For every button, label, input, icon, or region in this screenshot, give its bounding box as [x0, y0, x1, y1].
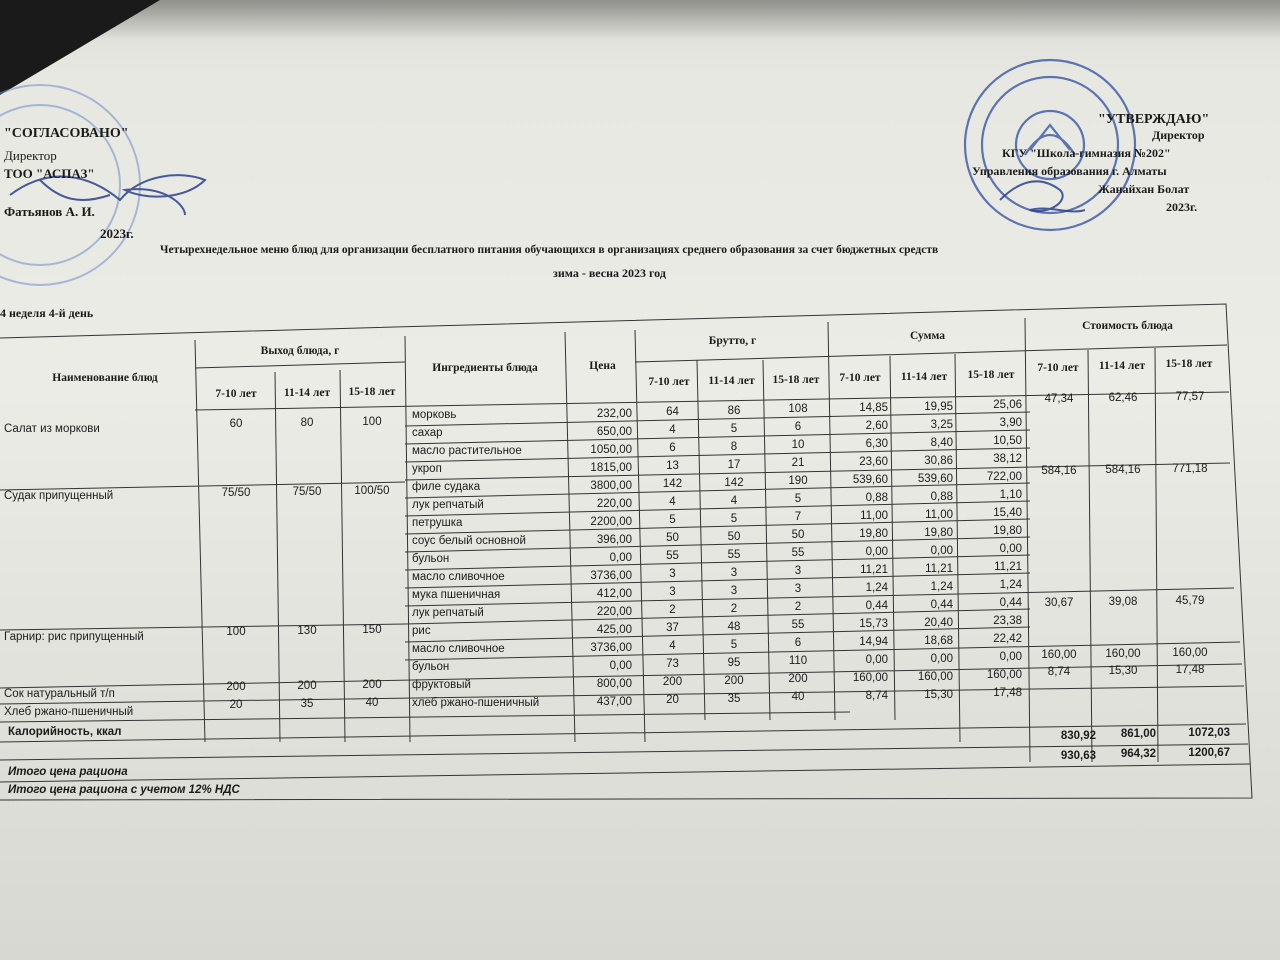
ingredient-sum-2: 8,40 — [930, 436, 953, 449]
dish-name: Сок натуральный т/п — [4, 688, 115, 700]
ingredient-name: масло растительное — [412, 445, 522, 457]
ingredient-name: масло сливочное — [412, 571, 505, 583]
ingredient-name: масло сливочное — [412, 643, 505, 655]
header-output: Выход блюда, г — [260, 345, 340, 357]
header-brutto: Брутто, г — [708, 335, 757, 347]
ingredient-brutto-3: 190 — [788, 475, 808, 488]
dish-cost-1: 160,00 — [1041, 649, 1077, 661]
ingredient-brutto-1: 2 — [669, 604, 676, 617]
ingredient-sum-1: 8,74 — [865, 690, 888, 702]
ingredient-sum-3: 160,00 — [986, 669, 1022, 682]
total-row1-3: 1072,03 — [1188, 727, 1230, 739]
approval-right-org: КГУ "Школа-гимназия №202" — [1002, 146, 1171, 160]
ingredient-brutto-2: 95 — [727, 656, 741, 669]
ingredient-brutto-3: 55 — [791, 619, 805, 632]
dish-cost-2: 62,46 — [1108, 392, 1138, 404]
week-day-label: 4 неделя 4-й день — [0, 306, 94, 320]
ingredient-sum-3: 19,80 — [993, 525, 1022, 538]
ingredient-sum-2: 0,00 — [930, 544, 953, 557]
ingredient-name: рис — [412, 625, 431, 637]
ingredient-price: 1050,00 — [590, 443, 632, 456]
ingredient-sum-1: 0,00 — [865, 654, 888, 666]
ingredient-brutto-3: 55 — [791, 547, 805, 560]
ingredient-brutto-3: 6 — [794, 421, 802, 434]
approval-left-position: Директор — [4, 148, 57, 163]
ingredient-brutto-3: 40 — [791, 691, 805, 704]
header-brutto-age-2: 11-14 лет — [708, 375, 755, 387]
dish-output-2: 35 — [300, 698, 314, 710]
approval-left-person: Фатьянов А. И. — [4, 204, 95, 219]
dish-output-3: 150 — [362, 624, 382, 636]
dish-name: Гарнир: рис припущенный — [4, 631, 144, 643]
dish-cost-3: 160,00 — [1172, 647, 1208, 659]
dish-name: Хлеб ржано-пшеничный — [4, 706, 134, 718]
header-brutto-age-1: 7-10 лет — [648, 376, 690, 388]
ingredient-brutto-1: 50 — [666, 532, 679, 545]
header-dish-name: Наименование блюд — [52, 372, 158, 384]
ingredient-sum-2: 0,00 — [930, 652, 953, 665]
ingredient-price: 650,00 — [596, 425, 632, 438]
ingredient-brutto-2: 5 — [730, 422, 738, 435]
ingredient-sum-3: 0,00 — [999, 651, 1022, 664]
dish-cost-3: 771,18 — [1172, 463, 1208, 475]
ingredient-sum-1: 0,88 — [865, 492, 888, 504]
ingredient-brutto-3: 200 — [788, 673, 808, 686]
ingredient-sum-2: 30,86 — [924, 454, 953, 467]
ingredient-sum-1: 1,24 — [865, 582, 888, 594]
ingredient-name: филе судака — [412, 481, 481, 493]
ingredient-brutto-1: 3 — [669, 586, 676, 599]
ingredient-brutto-2: 86 — [727, 404, 741, 417]
dish-output-1: 60 — [229, 418, 243, 430]
dish-output-3: 200 — [362, 679, 382, 691]
ingredient-sum-1: 15,73 — [859, 618, 888, 630]
dish-output-2: 80 — [300, 417, 314, 429]
header-ingredients: Ингредиенты блюда — [432, 362, 538, 374]
ingredient-brutto-1: 20 — [666, 694, 679, 707]
header-output-age-3: 15-18 лет — [348, 386, 396, 398]
ingredient-price: 3800,00 — [590, 479, 632, 492]
total-price-vat-label: Итого цена рациона с учетом 12% НДС — [8, 784, 240, 796]
ingredient-brutto-1: 200 — [662, 676, 683, 689]
right-stamp — [965, 60, 1135, 230]
total-row2-3: 1200,67 — [1188, 747, 1230, 759]
ingredient-price: 3736,00 — [590, 569, 632, 582]
ingredient-brutto-2: 4 — [730, 494, 738, 507]
right-signature — [1000, 181, 1085, 211]
dish-output-3: 100 — [362, 416, 382, 428]
approval-right-date: 2023г. — [1166, 200, 1198, 214]
header-output-age-1: 7-10 лет — [215, 388, 257, 400]
dish-output-1: 200 — [226, 681, 246, 693]
ingredient-brutto-2: 2 — [730, 602, 738, 615]
dish-cost-2: 584,16 — [1105, 464, 1141, 476]
ingredient-sum-3: 1,24 — [999, 579, 1022, 592]
total-row2-1: 930,63 — [1060, 750, 1096, 762]
ingredient-price: 232,00 — [596, 407, 632, 420]
ingredient-brutto-1: 142 — [662, 478, 683, 491]
dish-output-2: 130 — [297, 625, 317, 637]
ingredient-name: сахар — [412, 427, 443, 439]
dish-cost-1: 8,74 — [1047, 666, 1071, 678]
ingredient-brutto-2: 55 — [727, 548, 741, 561]
total-row1-1: 830,92 — [1060, 730, 1096, 742]
ingredient-brutto-3: 110 — [788, 655, 808, 668]
dish-name: Судак припущенный — [4, 490, 114, 502]
dish-cost-1: 584,16 — [1041, 465, 1077, 477]
ingredient-sum-2: 0,88 — [930, 490, 953, 503]
dish-name: Салат из моркови — [4, 423, 100, 435]
header-brutto-age-3: 15-18 лет — [772, 374, 820, 386]
left-stamp — [0, 85, 140, 285]
ingredient-sum-1: 11,00 — [860, 510, 888, 522]
header-sum-age-2: 11-14 лет — [900, 371, 948, 383]
header-cost-age-2: 11-14 лет — [1098, 360, 1146, 372]
dish-cost-2: 160,00 — [1105, 648, 1141, 660]
ingredient-brutto-1: 64 — [666, 406, 679, 419]
ingredient-price: 3736,00 — [590, 641, 632, 654]
ingredient-sum-1: 11,21 — [860, 564, 888, 576]
ingredient-sum-2: 160,00 — [917, 670, 953, 683]
ingredient-sum-1: 2,60 — [865, 420, 888, 432]
ingredient-brutto-1: 55 — [666, 550, 679, 563]
ingredient-sum-1: 0,00 — [865, 546, 888, 558]
ingredient-sum-1: 23,60 — [859, 456, 888, 468]
ingredient-sum-1: 160,00 — [852, 672, 888, 684]
ingredient-brutto-1: 37 — [666, 622, 679, 635]
ingredient-sum-1: 14,94 — [859, 636, 888, 648]
total-row2-2: 964,32 — [1120, 748, 1156, 760]
ingredient-sum-2: 1,24 — [930, 580, 953, 593]
ingredient-brutto-2: 3 — [730, 566, 738, 579]
ingredient-price: 412,00 — [596, 587, 632, 600]
ingredient-brutto-3: 3 — [794, 583, 802, 596]
calories-label: Калорийность, ккал — [8, 726, 122, 738]
ingredient-name: укроп — [412, 463, 442, 475]
ingredient-sum-3: 23,38 — [993, 615, 1022, 628]
ingredient-name: фруктовый — [412, 679, 471, 691]
ingredient-name: мука пшеничная — [412, 589, 501, 601]
ingredient-sum-3: 22,42 — [993, 633, 1022, 646]
approval-left-title: "СОГЛАСОВАНО" — [4, 126, 129, 141]
ingredient-name: бульон — [412, 661, 450, 673]
ingredient-brutto-1: 4 — [669, 424, 676, 437]
ingredient-sum-3: 0,00 — [999, 543, 1022, 556]
header-sum-age-3: 15-18 лет — [967, 369, 1015, 381]
ingredient-name: бульон — [412, 553, 450, 565]
ingredient-brutto-2: 142 — [724, 476, 744, 489]
ingredient-brutto-3: 50 — [791, 529, 805, 542]
dish-output-1: 100 — [226, 626, 246, 638]
ingredient-name: лук репчатый — [412, 499, 484, 511]
ingredient-brutto-2: 8 — [730, 440, 738, 453]
ingredient-price: 220,00 — [596, 605, 632, 618]
header-price: Цена — [589, 360, 616, 372]
ingredient-sum-3: 722,00 — [986, 471, 1022, 484]
ingredient-price: 800,00 — [596, 677, 632, 690]
ingredient-price: 437,00 — [596, 695, 632, 708]
ingredient-price: 0,00 — [609, 551, 632, 564]
document-subtitle: зима - весна 2023 год — [553, 266, 666, 280]
ingredient-name: морковь — [412, 409, 457, 421]
ingredient-price: 2200,00 — [590, 515, 632, 528]
ingredient-brutto-3: 7 — [794, 511, 802, 524]
ingredient-sum-2: 20,40 — [924, 616, 953, 629]
ingredient-sum-3: 1,10 — [999, 489, 1022, 502]
ingredient-brutto-1: 4 — [669, 640, 676, 653]
ingredient-brutto-3: 2 — [794, 601, 802, 614]
approval-right-position: Директор — [1152, 128, 1205, 142]
ingredient-sum-3: 11,21 — [994, 561, 1022, 574]
approval-right-person: Жанайхан Болат — [1098, 182, 1190, 196]
ingredient-price: 425,00 — [596, 623, 632, 636]
ingredient-sum-1: 6,30 — [865, 438, 888, 450]
approval-right-title: "УТВЕРЖДАЮ" — [1098, 112, 1210, 127]
dish-output-3: 100/50 — [354, 485, 390, 497]
ingredient-brutto-2: 17 — [727, 458, 741, 471]
ingredient-brutto-1: 3 — [669, 568, 676, 581]
ingredient-sum-3: 15,40 — [993, 507, 1022, 520]
ingredient-sum-1: 539,60 — [852, 474, 888, 486]
ingredient-sum-2: 19,80 — [924, 526, 953, 539]
ingredient-sum-2: 15,30 — [924, 688, 953, 701]
header-cost-age-3: 15-18 лет — [1165, 358, 1213, 370]
dish-output-2: 200 — [297, 680, 317, 692]
ingredient-sum-3: 38,12 — [993, 453, 1022, 466]
dish-cost-1: 47,34 — [1044, 393, 1074, 405]
dish-cost-3: 45,79 — [1175, 595, 1205, 607]
ingredient-brutto-2: 5 — [730, 638, 738, 651]
header-output-age-2: 11-14 лет — [283, 387, 331, 399]
ingredient-sum-1: 19,80 — [859, 528, 888, 540]
ingredient-brutto-3: 21 — [791, 457, 805, 470]
approval-left-date: 2023г. — [100, 226, 134, 241]
ingredient-sum-2: 18,68 — [924, 634, 953, 647]
ingredient-brutto-1: 5 — [669, 514, 676, 527]
dish-cost-2: 15,30 — [1108, 665, 1138, 677]
dish-cost-3: 77,57 — [1175, 391, 1205, 403]
ingredient-sum-3: 10,50 — [993, 435, 1022, 448]
document-title: Четырехнедельное меню блюд для организации бесплатного питания обучающихся в организациях среднего образования за счет бюджетных средств — [160, 244, 939, 256]
dish-output-1: 20 — [229, 699, 243, 711]
header-cost-age-1: 7-10 лет — [1037, 362, 1079, 374]
ingredient-sum-3: 0,44 — [999, 597, 1022, 610]
ingredient-sum-2: 539,60 — [917, 472, 953, 485]
ingredient-sum-2: 11,00 — [925, 508, 953, 521]
ingredient-price: 396,00 — [596, 533, 632, 546]
dish-output-3: 40 — [365, 697, 379, 709]
ingredient-brutto-1: 6 — [669, 442, 676, 455]
header-sum: Сумма — [910, 330, 945, 342]
approval-left-org: ТОО "АСПАЗ" — [4, 166, 95, 181]
total-row1-2: 861,00 — [1120, 728, 1156, 740]
ingredient-brutto-3: 6 — [794, 637, 802, 650]
ingredient-brutto-1: 13 — [666, 460, 679, 473]
ingredient-brutto-2: 3 — [730, 584, 738, 597]
ingredient-brutto-3: 3 — [794, 565, 802, 578]
ingredient-brutto-3: 10 — [791, 439, 805, 452]
ingredient-name: соус белый основной — [412, 535, 526, 547]
ingredient-sum-2: 3,25 — [930, 418, 953, 431]
ingredient-price: 0,00 — [609, 659, 632, 672]
header-cost: Стоимость блюда — [1082, 320, 1173, 332]
ingredient-price: 1815,00 — [590, 461, 632, 474]
ingredient-brutto-2: 50 — [727, 530, 741, 543]
ingredient-name: хлеб ржано-пшеничный — [412, 697, 540, 709]
ingredient-name: лук репчатый — [412, 607, 484, 619]
ingredient-brutto-1: 73 — [666, 658, 679, 671]
ingredient-sum-3: 17,48 — [993, 687, 1022, 700]
approval-right-dept: Управления образования г. Алматы — [972, 164, 1167, 178]
ingredient-sum-3: 3,90 — [999, 417, 1022, 430]
ingredient-brutto-3: 108 — [788, 403, 808, 416]
ingredient-sum-3: 25,06 — [993, 399, 1022, 412]
ingredient-name: петрушка — [412, 517, 463, 529]
ingredient-brutto-3: 5 — [794, 493, 802, 506]
ingredient-sum-1: 0,44 — [865, 600, 888, 612]
dish-output-1: 75/50 — [221, 487, 251, 499]
ingredient-sum-2: 0,44 — [930, 598, 953, 611]
ingredient-brutto-2: 48 — [727, 620, 741, 633]
dish-cost-3: 17,48 — [1175, 664, 1205, 676]
dish-output-2: 75/50 — [292, 486, 322, 498]
ingredient-sum-1: 14,85 — [859, 402, 888, 414]
dish-cost-2: 39,08 — [1108, 596, 1138, 608]
ingredient-brutto-2: 5 — [730, 512, 738, 525]
ingredient-sum-2: 11,21 — [925, 562, 953, 575]
dish-cost-1: 30,67 — [1044, 597, 1074, 609]
ingredient-brutto-1: 4 — [669, 496, 676, 509]
ingredient-brutto-2: 35 — [727, 692, 741, 705]
ingredient-price: 220,00 — [596, 497, 632, 510]
header-sum-age-1: 7-10 лет — [839, 372, 881, 384]
ingredient-sum-2: 19,95 — [924, 400, 953, 413]
total-price-label: Итого цена рациона — [8, 766, 128, 778]
ingredient-brutto-2: 200 — [724, 674, 744, 687]
